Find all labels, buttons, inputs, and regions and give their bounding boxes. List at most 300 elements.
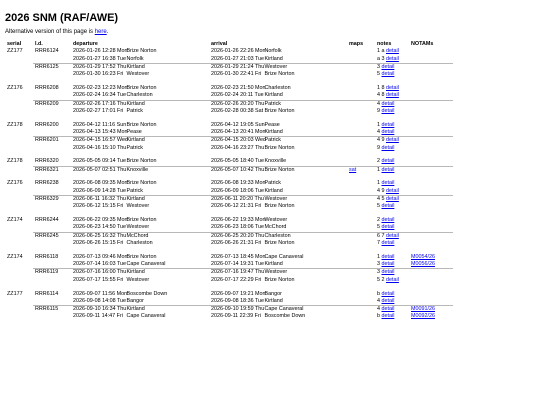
- arrival-place: Knoxville: [264, 158, 287, 165]
- arrival-time: 2026-06-22 19:33 Mon: [211, 217, 266, 224]
- arrival-time: 2026-05-05 18:40 Tue: [211, 158, 265, 165]
- arrival-time: 2026-02-26 20:20 Thu: [211, 100, 265, 107]
- notes-cell: [375, 298, 409, 306]
- maps-cell: [347, 240, 375, 247]
- notam-link[interactable]: M0054/26: [411, 253, 435, 260]
- notes-cell: [375, 166, 409, 174]
- arrival-place: Brize Norton: [264, 276, 295, 283]
- arrival-time: 2026-06-26 21:31 Fri: [211, 240, 262, 247]
- detail-link[interactable]: detail: [386, 55, 399, 62]
- arrival-cell: [209, 298, 347, 306]
- table-row: [5, 92, 453, 100]
- detail-link[interactable]: detail: [386, 187, 399, 194]
- departure-time: 2026-01-29 17:52 Thu: [73, 63, 127, 70]
- departure-time: 2026-06-22 09:35 Mon: [73, 217, 128, 224]
- note-numbers: 4: [377, 100, 380, 107]
- serial-cell: [5, 56, 33, 64]
- notam-cell: [409, 188, 453, 196]
- arrival-cell: [209, 203, 347, 210]
- maps-cell: [347, 63, 375, 71]
- notam-cell: [409, 100, 453, 108]
- departure-time: 2026-04-12 11:16 Sun: [73, 121, 127, 128]
- departure-time: 2026-01-30 16:23 Fri: [73, 71, 124, 78]
- note-numbers: 5: [377, 224, 380, 231]
- note-numbers: 1: [377, 253, 380, 260]
- maps-cell: [347, 224, 375, 232]
- arrival-time: 2026-01-29 21:24 Thu: [211, 63, 265, 70]
- departure-time: 2026-02-24 16:34 Tue: [73, 92, 127, 99]
- arrival-time: 2026-02-28 00:38 Sat: [211, 107, 264, 114]
- sortie-id: [33, 188, 71, 196]
- flights-table: [5, 41, 453, 321]
- departure-time: 2026-06-08 09:35 Mon: [73, 180, 128, 187]
- serial-cell: [5, 188, 33, 196]
- detail-link[interactable]: detail: [381, 144, 395, 151]
- maps-cell: [347, 56, 375, 64]
- arrival-time: 2026-06-25 20:20 Thu: [211, 232, 265, 239]
- notam-link[interactable]: M0056/26: [411, 261, 435, 268]
- arrival-place: Norfolk: [264, 48, 282, 55]
- notes-cell: [375, 158, 409, 166]
- detail-link[interactable]: detail: [381, 224, 395, 231]
- departure-place: Knoxville: [126, 166, 149, 173]
- notes-cell: [375, 306, 409, 314]
- serial-cell: [5, 313, 33, 320]
- notes-cell: [375, 180, 409, 187]
- arrival-place: Kirtland: [264, 55, 283, 62]
- maps-cell: [347, 92, 375, 100]
- departure-place: Westover: [126, 276, 150, 283]
- note-numbers: a 3: [377, 55, 385, 62]
- departure-cell: [71, 158, 209, 166]
- departure-time: 2026-06-25 16:32 Thu: [73, 232, 127, 239]
- table-row: [5, 137, 453, 145]
- notes-cell: [375, 217, 409, 224]
- serial-cell: [5, 137, 33, 145]
- notam-cell: [409, 217, 453, 224]
- alt-prefix: Alternative version of this page is: [5, 29, 95, 35]
- sortie-id: [33, 224, 71, 232]
- departure-cell: [71, 240, 209, 247]
- table-row: [5, 145, 453, 152]
- departure-time: 2026-07-16 16:00 Thu: [73, 269, 127, 276]
- notam-cell: [409, 203, 453, 210]
- detail-link[interactable]: detail: [386, 48, 399, 55]
- arrival-place: Patrick: [264, 180, 281, 187]
- sortie-id: [33, 71, 71, 78]
- departure-place: Cape Canaveral: [126, 261, 166, 268]
- maps-cell: [347, 180, 375, 187]
- arrival-place: McChord: [264, 224, 287, 231]
- detail-link[interactable]: detail: [381, 261, 395, 268]
- maps-cell: [347, 196, 375, 204]
- arrival-time: 2026-07-17 22:29 Fri: [211, 276, 262, 283]
- serial-cell: ZZ176: [7, 84, 23, 91]
- departure-cell: [71, 298, 209, 306]
- arrival-cell: [209, 232, 347, 240]
- departure-time: 2026-01-27 16:38 Tue: [73, 55, 127, 62]
- departure-cell: [71, 203, 209, 210]
- maps-cell: [347, 122, 375, 129]
- departure-cell: [71, 196, 209, 204]
- maps-cell: [347, 291, 375, 298]
- detail-link[interactable]: detail: [381, 313, 395, 320]
- serial-cell: ZZ176: [7, 180, 23, 187]
- table-row: [5, 158, 453, 166]
- detail-link[interactable]: detail: [381, 121, 395, 128]
- departure-place: McChord: [126, 232, 149, 239]
- departure-place: Cape Canaveral: [126, 313, 166, 320]
- sortie-id: [33, 240, 71, 247]
- sortie-id: [33, 277, 71, 284]
- departure-time: 2026-04-15 16:57 Wed: [73, 137, 129, 144]
- alt-suffix: .: [106, 29, 109, 35]
- arrival-time: 2026-04-16 23:27 Thu: [211, 144, 265, 151]
- departure-cell: [71, 63, 209, 71]
- departure-time: 2026-02-27 17:01 Fri: [73, 107, 124, 114]
- alt-version-link[interactable]: here: [94, 29, 107, 35]
- detail-link[interactable]: detail: [381, 180, 395, 187]
- departure-cell: [71, 188, 209, 196]
- table-row: [5, 217, 453, 224]
- notam-cell: [409, 137, 453, 145]
- note-numbers: 4: [377, 297, 380, 304]
- sortie-id: RRR6115: [33, 306, 71, 314]
- maps-cell: [347, 269, 375, 277]
- arrival-place: Brize Norton: [264, 71, 295, 78]
- notam-cell: [409, 85, 453, 92]
- arrival-time: 2026-06-23 18:06 Tue: [211, 224, 265, 231]
- serial-cell: [5, 261, 33, 269]
- notam-cell: [409, 261, 453, 269]
- table-row: [5, 269, 453, 277]
- arrival-cell: [209, 313, 347, 320]
- notes-cell: [375, 188, 409, 196]
- notes-cell: [375, 203, 409, 210]
- notam-cell: [409, 108, 453, 115]
- note-numbers: 9: [377, 144, 380, 151]
- arrival-place: Kirtland: [264, 297, 283, 304]
- arrival-cell: [209, 100, 347, 108]
- sortie-id: [33, 56, 71, 64]
- arrival-place: Westover: [264, 269, 288, 276]
- notam-cell: [409, 313, 453, 320]
- departure-time: 2026-06-09 14:28 Tue: [73, 187, 127, 194]
- serial-cell: [5, 277, 33, 284]
- arrival-place: Brize Norton: [264, 240, 295, 247]
- note-numbers: 1: [377, 121, 380, 128]
- notes-cell: [375, 48, 409, 55]
- arrival-place: Kirtland: [264, 261, 283, 268]
- departure-place: Charleston: [126, 92, 153, 99]
- maps-cell: [347, 298, 375, 306]
- note-numbers: 2: [377, 217, 380, 224]
- table-row: [5, 71, 453, 78]
- detail-link[interactable]: detail: [381, 269, 395, 276]
- serial-cell: [5, 269, 33, 277]
- table-row: [5, 254, 453, 261]
- arrival-time: 2026-02-23 21:50 Mon: [211, 84, 266, 91]
- notes-cell: [375, 313, 409, 320]
- departure-time: 2026-07-14 16:03 Tue: [73, 261, 127, 268]
- arrival-cell: [209, 269, 347, 277]
- serial-cell: ZZ177: [7, 290, 23, 297]
- departure-cell: [71, 291, 209, 298]
- detail-link[interactable]: detail: [381, 253, 395, 260]
- departure-time: 2026-05-05 09:14 Tue: [73, 158, 127, 165]
- detail-link[interactable]: detail: [381, 203, 395, 210]
- departure-place: Bangor: [126, 297, 144, 304]
- serial-cell: [5, 100, 33, 108]
- arrival-time: 2026-01-30 22:41 Fri: [211, 71, 262, 78]
- arrival-cell: [209, 48, 347, 55]
- arrival-time: 2026-04-13 20:41 Mon: [211, 128, 266, 135]
- departure-place: Charleston: [126, 240, 153, 247]
- notam-cell: [409, 56, 453, 64]
- maps-cell: [347, 137, 375, 145]
- departure-place: Patrick: [126, 187, 143, 194]
- arrival-cell: [209, 137, 347, 145]
- arrival-cell: [209, 261, 347, 269]
- notam-cell: [409, 71, 453, 78]
- notam-cell: [409, 277, 453, 284]
- sortie-id: RRR6118: [35, 253, 59, 260]
- maps-cell: [347, 48, 375, 55]
- departure-time: 2026-04-16 15:10 Thu: [73, 144, 127, 151]
- note-numbers: 5: [377, 203, 380, 210]
- note-numbers: 2: [377, 158, 380, 165]
- sortie-id: [33, 129, 71, 137]
- detail-link[interactable]: detail: [381, 166, 395, 173]
- departure-cell: [71, 306, 209, 314]
- departure-cell: [71, 85, 209, 92]
- arrival-cell: [209, 92, 347, 100]
- table-row: [5, 277, 453, 284]
- arrival-time: 2026-07-13 18:45 Mon: [211, 253, 266, 260]
- sortie-id: RRR6245: [33, 232, 71, 240]
- departure-cell: [71, 71, 209, 78]
- arrival-time: 2026-06-09 18:06 Tue: [211, 187, 265, 194]
- notam-link[interactable]: M0092/26: [411, 313, 435, 320]
- note-numbers: 3: [377, 269, 380, 276]
- serial-cell: ZZ177: [7, 48, 23, 55]
- arrival-cell: [209, 306, 347, 314]
- detail-link[interactable]: detail: [386, 137, 399, 144]
- detail-link[interactable]: detail: [381, 306, 395, 313]
- arrival-cell: [209, 291, 347, 298]
- note-numbers: b: [377, 290, 380, 297]
- sortie-id: RRR6238: [35, 180, 59, 187]
- table-row: [5, 63, 453, 71]
- notes-cell: [375, 232, 409, 240]
- sortie-id: RRR6244: [35, 217, 59, 224]
- detail-link[interactable]: detail: [381, 100, 395, 107]
- arrival-cell: [209, 71, 347, 78]
- detail-link[interactable]: detail: [386, 92, 399, 99]
- maps-cell: [347, 166, 375, 174]
- notam-cell: [409, 48, 453, 55]
- notes-cell: [375, 224, 409, 232]
- detail-link[interactable]: detail: [386, 276, 399, 283]
- arrival-cell: [209, 56, 347, 64]
- detail-link[interactable]: detail: [381, 107, 395, 114]
- detail-link[interactable]: detail: [386, 196, 399, 203]
- note-numbers: 6 7: [377, 232, 385, 239]
- departure-time: 2026-06-26 15:15 Fri: [73, 240, 124, 247]
- maps-cell: [347, 254, 375, 261]
- note-numbers: 7: [377, 240, 380, 247]
- table-row: [5, 224, 453, 232]
- map-link[interactable]: sat: [349, 166, 357, 173]
- table-row: [5, 180, 453, 187]
- notam-cell: [409, 63, 453, 71]
- departure-cell: [71, 313, 209, 320]
- sortie-id: RRR6320: [35, 158, 59, 165]
- notam-cell: [409, 196, 453, 204]
- arrival-place: Charleston: [264, 232, 291, 239]
- arrival-time: 2026-09-08 18:36 Tue: [211, 297, 265, 304]
- departure-place: Brize Norton: [126, 180, 157, 187]
- notam-cell: [409, 291, 453, 298]
- maps-cell: [347, 158, 375, 166]
- arrival-place: Boscombe Down: [264, 313, 306, 320]
- departure-cell: [71, 92, 209, 100]
- arrival-place: Westover: [264, 63, 288, 70]
- arrival-time: 2026-09-11 22:39 Fri: [211, 313, 261, 320]
- arrival-time: 2026-04-15 20:03 Wed: [211, 137, 267, 144]
- departure-time: 2026-07-13 09:46 Mon: [73, 253, 128, 260]
- sortie-id: RRR6209: [33, 100, 71, 108]
- detail-link[interactable]: detail: [381, 297, 395, 304]
- serial-cell: ZZ178: [7, 158, 23, 165]
- note-numbers: 5: [377, 71, 380, 78]
- arrival-place: Bangor: [264, 290, 282, 297]
- detail-link[interactable]: detail: [381, 290, 395, 297]
- departure-place: Brize Norton: [126, 48, 157, 55]
- sortie-id: [33, 313, 71, 320]
- note-numbers: 3: [377, 63, 380, 70]
- table-row: [5, 261, 453, 269]
- arrival-time: 2026-06-11 20:20 Thu: [211, 196, 264, 203]
- note-numbers: 4 9: [377, 137, 385, 144]
- maps-cell: [347, 100, 375, 108]
- sortie-id: [33, 108, 71, 115]
- departure-place: Westover: [126, 224, 150, 231]
- note-numbers: 4: [377, 306, 380, 313]
- departure-time: 2026-09-10 16:34 Thu: [73, 306, 127, 313]
- arrival-time: 2026-01-27 21:03 Tue: [211, 55, 265, 62]
- arrival-time: 2026-09-10 19:59 Thu: [211, 306, 265, 313]
- departure-cell: [71, 129, 209, 137]
- arrival-cell: [209, 240, 347, 247]
- serial-cell: [5, 63, 33, 71]
- sortie-id: RRR6124: [35, 48, 59, 55]
- table-row: [5, 232, 453, 240]
- detail-link[interactable]: detail: [386, 84, 399, 91]
- notes-cell: [375, 71, 409, 78]
- detail-link[interactable]: detail: [381, 217, 395, 224]
- detail-link[interactable]: detail: [381, 158, 395, 165]
- table-row: [5, 166, 453, 174]
- arrival-time: 2026-09-07 19:21 Mon: [211, 290, 266, 297]
- notes-cell: [375, 122, 409, 129]
- col-serial: serial: [7, 41, 22, 47]
- arrival-place: Westover: [264, 196, 288, 203]
- departure-place: Brize Norton: [126, 158, 157, 165]
- serial-cell: [5, 129, 33, 137]
- departure-place: Brize Norton: [126, 217, 157, 224]
- arrival-place: Cape Canaveral: [264, 253, 304, 260]
- departure-time: 2026-06-11 16:32 Thu: [73, 196, 126, 203]
- table-row: [5, 56, 453, 64]
- departure-time: 2026-09-11 14:47 Fri: [73, 313, 123, 320]
- arrival-time: 2026-06-08 19:33 Mon: [211, 180, 266, 187]
- note-numbers: 5 2: [377, 276, 385, 283]
- departure-place: Brize Norton: [126, 253, 157, 260]
- detail-link[interactable]: detail: [381, 128, 395, 135]
- arrival-place: Cape Canaveral: [264, 306, 304, 313]
- notam-cell: [409, 158, 453, 166]
- col-arrival: arrival: [211, 41, 228, 47]
- table-row: [5, 203, 453, 210]
- sortie-id: RRR6119: [33, 269, 71, 277]
- arrival-cell: [209, 145, 347, 152]
- maps-cell: [347, 261, 375, 269]
- table-row: [5, 108, 453, 115]
- arrival-cell: [209, 180, 347, 187]
- notam-cell: [409, 129, 453, 137]
- arrival-cell: [209, 129, 347, 137]
- departure-cell: [71, 100, 209, 108]
- departure-cell: [71, 108, 209, 115]
- notes-cell: [375, 240, 409, 247]
- maps-cell: [347, 217, 375, 224]
- note-numbers: 1: [377, 180, 380, 187]
- arrival-cell: [209, 277, 347, 284]
- table-row: [5, 306, 453, 314]
- maps-cell: [347, 188, 375, 196]
- note-numbers: b: [377, 313, 380, 320]
- notes-cell: [375, 291, 409, 298]
- sortie-id: [33, 261, 71, 269]
- arrival-place: Pease: [264, 121, 280, 128]
- serial-cell: [5, 203, 33, 210]
- col-lid: l.d.: [35, 41, 43, 47]
- detail-link[interactable]: detail: [386, 232, 399, 239]
- table-row: [5, 313, 453, 320]
- arrival-time: 2026-05-07 10:42 Thu: [211, 166, 265, 173]
- arrival-place: Brize Norton: [264, 107, 295, 114]
- detail-link[interactable]: detail: [381, 71, 395, 78]
- departure-time: 2026-04-13 15:43 Mon: [73, 128, 128, 135]
- table-row: [5, 122, 453, 129]
- sortie-id: [33, 203, 71, 210]
- departure-time: 2026-07-17 15:55 Fri: [73, 276, 124, 283]
- detail-link[interactable]: detail: [381, 63, 395, 70]
- table-row: [5, 298, 453, 306]
- departure-cell: [71, 224, 209, 232]
- detail-link[interactable]: detail: [381, 240, 395, 247]
- note-numbers: 4: [377, 128, 380, 135]
- serial-cell: [5, 71, 33, 78]
- notam-link[interactable]: M0091/26: [411, 306, 435, 313]
- arrival-cell: [209, 224, 347, 232]
- arrival-time: 2026-04-12 19:05 Sun: [211, 121, 265, 128]
- notes-cell: [375, 85, 409, 92]
- arrival-time: 2026-02-24 20:11 Tue: [211, 92, 264, 99]
- arrival-place: Kirtland: [264, 92, 283, 99]
- departure-time: 2026-06-12 15:15 Fri: [73, 203, 124, 210]
